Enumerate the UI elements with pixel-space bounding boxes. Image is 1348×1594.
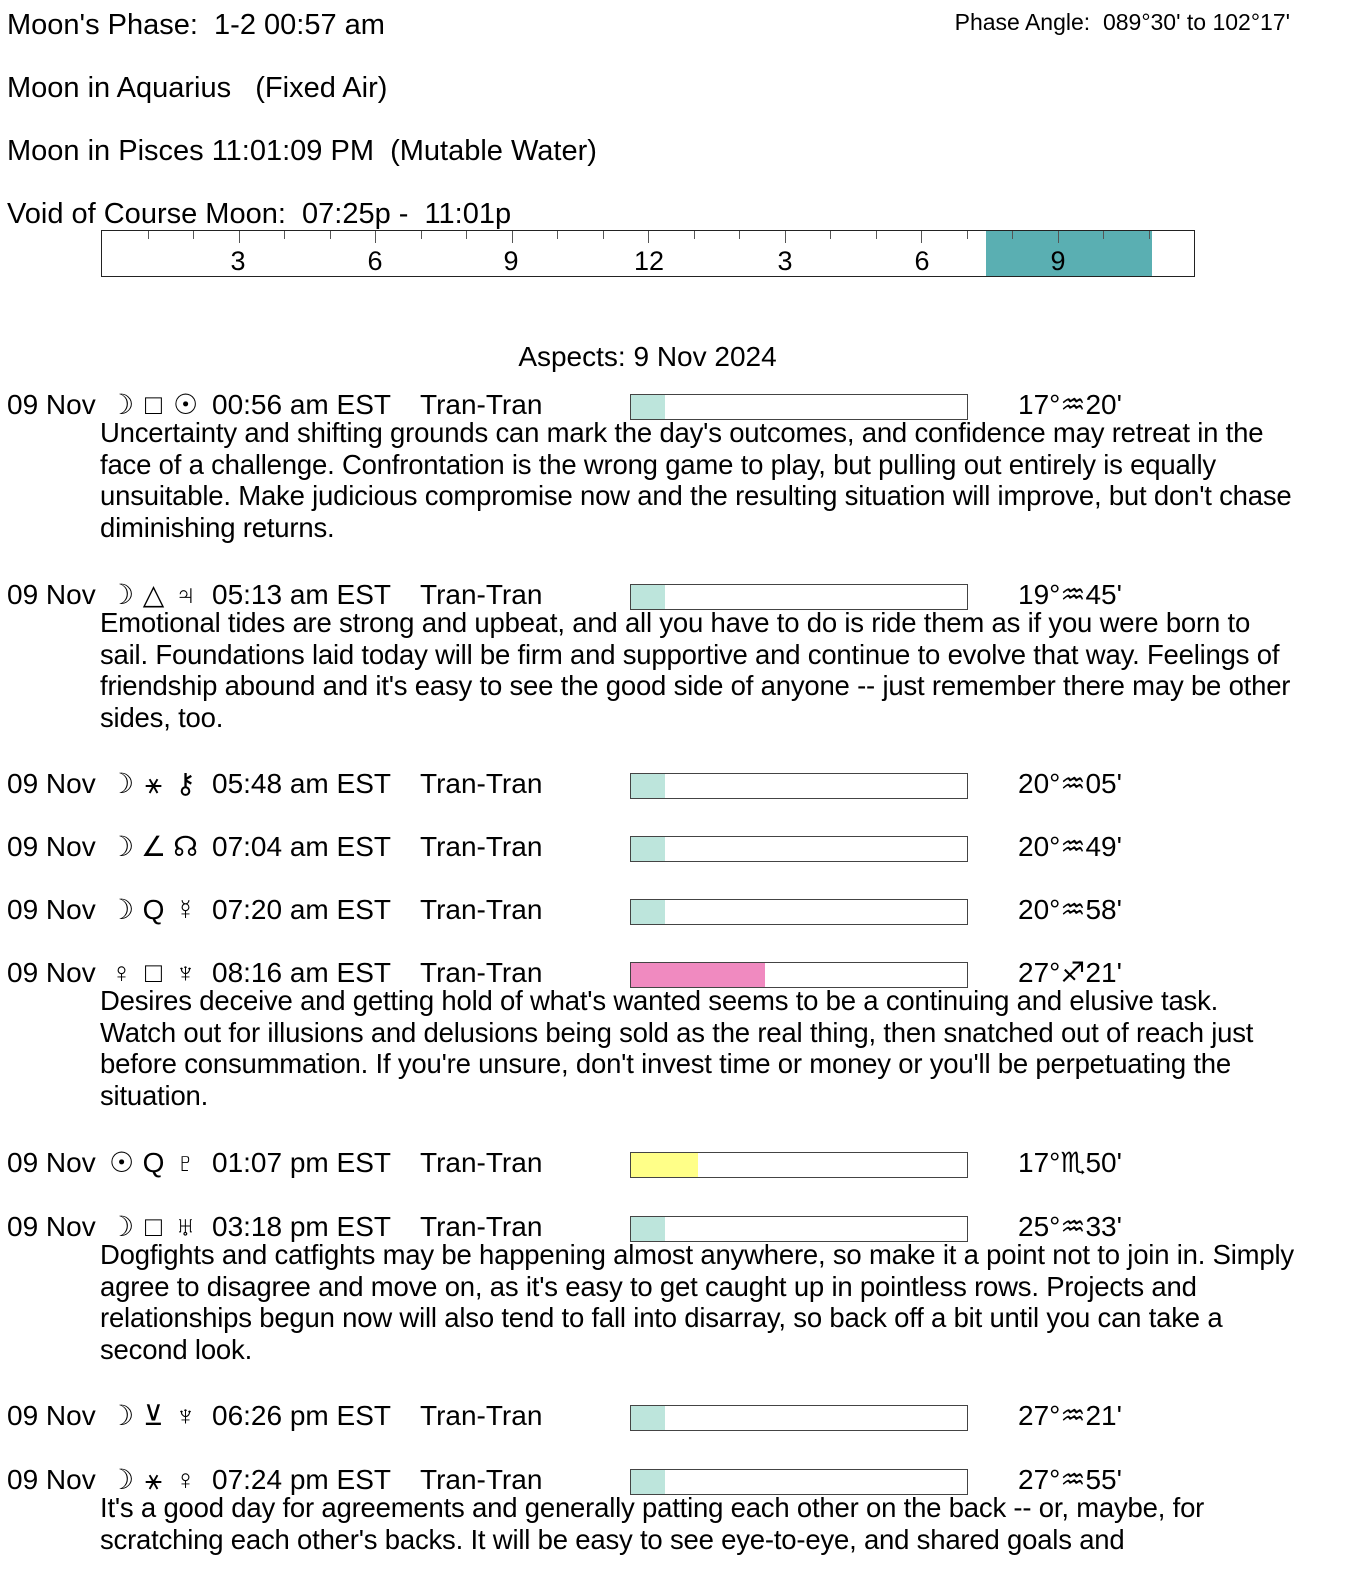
strength-fill [631,963,765,987]
aspect-degree: 17°♒20' [1018,389,1122,420]
aspect-date: 09 Nov [7,579,96,610]
timeline-tick [921,231,922,243]
strength-fill [631,395,665,419]
aspect-icon: ⊻ [143,1400,165,1431]
aspect-time: 01:07 pm EST [212,1147,391,1178]
aspect-kind: Tran-Tran [420,1400,543,1431]
planet-1-icon: ☉ [108,1147,136,1178]
timeline-tick [1058,231,1059,243]
aspect-kind: Tran-Tran [420,768,543,799]
timeline-tick [739,231,740,239]
aspect-degree: 20°♒58' [1018,894,1122,925]
aspect-time: 06:26 pm EST [212,1400,391,1431]
aspect-date: 09 Nov [7,389,96,420]
strength-fill [631,585,665,609]
day-timeline [101,230,1195,277]
aspect-date: 09 Nov [7,1211,96,1242]
aspect-degree: 25°♒33' [1018,1211,1122,1242]
aspect-kind: Tran-Tran [420,1211,543,1242]
aspect-date: 09 Nov [7,1147,96,1178]
planet-1-icon: ☽ [108,1400,136,1431]
aspect-date: 09 Nov [7,1464,96,1495]
timeline-tick [785,231,786,243]
strength-fill [631,774,665,798]
planet-1-icon: ☽ [108,894,136,925]
timeline-label: 6 [914,246,930,276]
aspect-kind: Tran-Tran [420,957,543,988]
strength-bar [630,773,968,799]
aspect-glyphs [106,830,202,864]
timeline-tick [967,231,968,239]
aspect-icon: □ [145,1211,163,1242]
aspect-degree: 27°♒55' [1018,1464,1122,1495]
aspect-icon: □ [145,389,163,420]
strength-fill [631,900,665,924]
strength-bar [630,1405,968,1431]
planet-1-icon: ☽ [108,1464,136,1495]
aspect-glyphs [106,767,202,801]
aspect-kind: Tran-Tran [420,579,543,610]
void-of-course: Void of Course Moon: 07:25p - 11:01p [7,198,512,230]
timeline-tick [648,231,649,243]
aspect-kind: Tran-Tran [420,894,543,925]
strength-bar [630,836,968,862]
planet-2-icon: ♀ [175,1464,197,1495]
planet-1-icon: ☽ [108,768,136,799]
aspect-icon: □ [145,957,163,988]
timeline-label: 12 [633,246,665,276]
moon-phase: Moon's Phase: 1-2 00:57 am [7,9,385,41]
planet-2-icon: ♆ [175,1400,197,1431]
timeline-label: 6 [367,246,383,276]
aspect-kind: Tran-Tran [420,1464,543,1495]
aspect-time: 08:16 am EST [212,957,391,988]
aspect-icon: ⚹ [145,1464,163,1495]
aspect-glyphs [106,1399,202,1433]
timeline-tick [421,231,422,239]
aspect-icon: ∠ [140,831,168,862]
timeline-tick [148,231,149,239]
timeline-tick [193,231,194,239]
timeline-tick [330,231,331,239]
aspect-description: It's a good day for agreements and generally patting each other on the back -- or, maybe, for scratching each other's backs. It will be easy to see eye-to-eye, and shared goals and [100,1492,1205,1555]
planet-1-icon: ♀ [111,957,133,988]
strength-fill [631,1406,665,1430]
timeline-tick [1149,231,1150,239]
aspect-degree: 27°♒21' [1018,1400,1122,1431]
aspect-date: 09 Nov [7,831,96,862]
aspect-date: 09 Nov [7,1400,96,1431]
aspect-time: 07:20 am EST [212,894,391,925]
aspect-kind: Tran-Tran [420,1147,543,1178]
planet-2-icon: ☿ [175,894,197,925]
aspect-degree: 20°♒49' [1018,831,1122,862]
aspect-date: 09 Nov [7,894,96,925]
timeline-tick [375,231,376,243]
timeline-tick [512,231,513,243]
aspect-kind: Tran-Tran [420,831,543,862]
timeline-tick [284,231,285,239]
aspect-description: Uncertainty and shifting grounds can mark the day's outcomes, and confidence may retreat in the face of a challenge. Confrontation is the wrong game to play, but pulling out entirely is equally unsuitable. Make judicious compromise now and the resulting situation will improve, but don't chase diminishing returns. [100,417,1292,543]
aspect-time: 07:04 am EST [212,831,391,862]
strength-bar [630,899,968,925]
timeline-label: 9 [1050,246,1066,276]
aspect-glyphs [106,893,202,927]
planet-1-icon: ☽ [108,389,136,420]
planet-1-icon: ☽ [108,579,136,610]
aspect-time: 05:13 am EST [212,579,391,610]
planet-1-icon: ☽ [108,1211,136,1242]
aspect-icon: Q [142,894,166,925]
aspect-time: 07:24 pm EST [212,1464,391,1495]
planet-2-icon: ☉ [172,389,200,420]
planet-2-icon: ♅ [175,1211,197,1242]
aspect-icon: △ [142,579,166,610]
strength-fill [631,1217,665,1241]
planet-1-icon: ☽ [108,831,136,862]
aspect-icon: ⚹ [145,768,163,799]
planet-2-icon: ♇ [175,1147,197,1178]
moon-ingress: Moon in Pisces 11:01:09 PM (Mutable Water) [7,135,597,167]
aspect-degree: 27°♐21' [1018,957,1122,988]
timeline-tick [1103,231,1104,239]
moon-sign: Moon in Aquarius (Fixed Air) [7,72,388,104]
timeline-tick [603,231,604,239]
aspect-description: Emotional tides are strong and upbeat, and all you have to do is ride them as if you were born to sail. Foundations laid today will be firm and supportive and continue to evolve that way. Feelings of friendship abound and it's easy to see the good side of anyone -- just remember there may be other sides, too. [100,607,1291,733]
strength-bar [630,1152,968,1178]
aspect-kind: Tran-Tran [420,389,543,420]
aspect-description: Desires deceive and getting hold of what's wanted seems to be a continuing and elusive task. Watch out for illusions and delusions being sold as the real thing, then snatched out of reach just before consummation. If you're unsure, don't invest time or money or you'll be perpetuating the situation. [100,985,1254,1111]
timeline-tick [1012,231,1013,239]
aspect-time: 03:18 pm EST [212,1211,391,1242]
timeline-tick [557,231,558,239]
aspect-glyphs [106,1146,202,1180]
planet-2-icon: ♆ [175,957,197,988]
planet-2-icon: ♃ [175,579,197,610]
timeline-tick [239,231,240,243]
aspects-title: Aspects: 9 Nov 2024 [518,341,777,372]
aspect-date: 09 Nov [7,957,96,988]
timeline-label: 3 [230,246,246,276]
timeline-label: 9 [503,246,519,276]
timeline-tick [876,231,877,239]
aspect-icon: Q [142,1147,166,1178]
timeline-tick [466,231,467,239]
aspect-time: 05:48 am EST [212,768,391,799]
aspect-degree: 19°♒45' [1018,579,1122,610]
timeline-tick [830,231,831,239]
planet-2-icon: ☊ [173,831,199,862]
phase-angle: Phase Angle: 089°30' to 102°17' [954,9,1290,35]
timeline-tick [694,231,695,239]
planet-2-icon: ⚷ [175,768,197,799]
aspect-description: Dogfights and catfights may be happening almost anywhere, so make it a point not to join in. Simply agree to disagree and move on, as it's easy to get caught up in pointless rows. Projects and relationships begun now will also tend to fall into disarray, so back off a bit until you can take a second look. [100,1239,1294,1365]
strength-fill [631,837,665,861]
aspect-degree: 17°♏50' [1018,1147,1122,1178]
strength-fill [631,1153,698,1177]
strength-fill [631,1470,665,1494]
aspect-degree: 20°♒05' [1018,768,1122,799]
timeline-label: 3 [777,246,793,276]
aspect-date: 09 Nov [7,768,96,799]
aspect-time: 00:56 am EST [212,389,391,420]
